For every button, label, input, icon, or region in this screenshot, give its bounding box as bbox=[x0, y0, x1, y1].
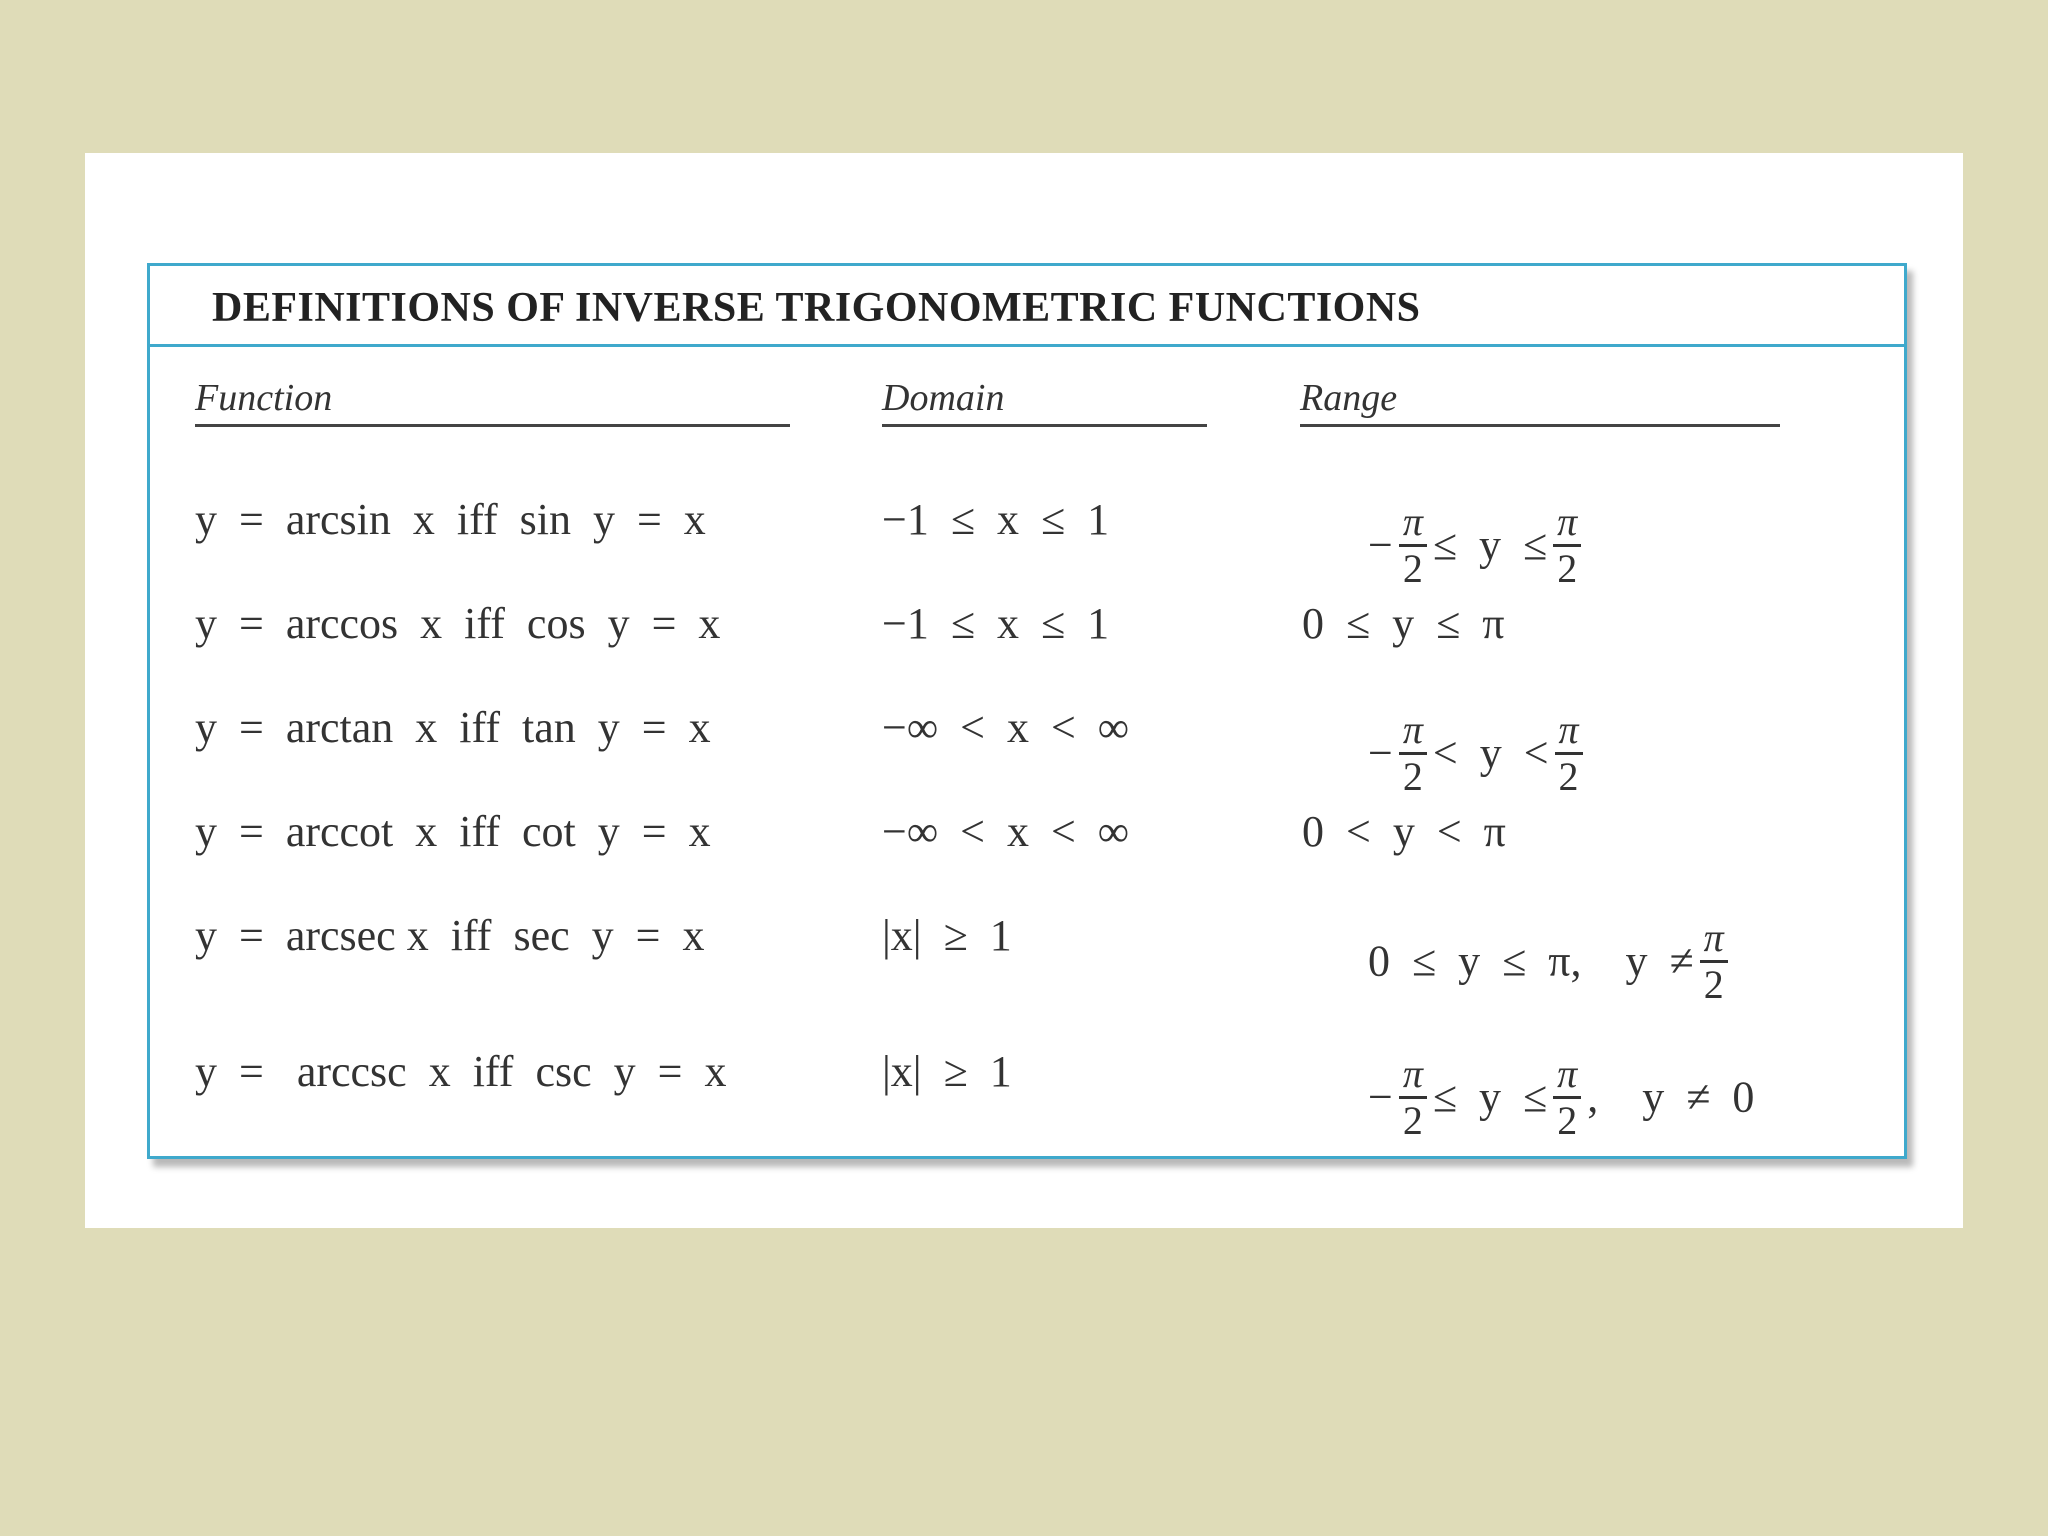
range-prefix: − bbox=[1368, 728, 1393, 778]
fraction-denominator: 2 bbox=[1703, 962, 1724, 1007]
header-range: Range bbox=[1300, 376, 1780, 427]
fraction-denominator: 2 bbox=[1402, 546, 1423, 591]
fraction-pi-over-2 bbox=[1700, 915, 1728, 1007]
fraction-pi-over-2 bbox=[1399, 1051, 1427, 1143]
fraction-denominator: 2 bbox=[1557, 546, 1578, 591]
slide-sheet bbox=[85, 153, 1963, 1228]
row-arccsc-domain: |x| ≥ 1 bbox=[882, 1047, 1012, 1096]
fraction-numerator: π bbox=[1553, 1054, 1581, 1099]
row-arccos-function: y = arccos x iff cos y = x bbox=[195, 599, 721, 648]
row-arccos-domain: −1 ≤ x ≤ 1 bbox=[882, 599, 1110, 648]
box-title: DEFINITIONS OF INVERSE TRIGONOMETRIC FUNCTIONS bbox=[212, 285, 1421, 331]
fraction-pi-over-2 bbox=[1553, 499, 1581, 591]
row-arcsin-domain: −1 ≤ x ≤ 1 bbox=[882, 495, 1110, 544]
range-middle: < y < bbox=[1432, 728, 1549, 778]
range-prefix: − bbox=[1368, 1072, 1393, 1122]
fraction-numerator: π bbox=[1555, 710, 1583, 755]
row-arccsc-function: y = arccsc x iff csc y = x bbox=[195, 1047, 727, 1096]
fraction-pi-over-2 bbox=[1555, 707, 1583, 799]
fraction-numerator: π bbox=[1399, 1054, 1427, 1099]
row-arccot-domain: −∞ < x < ∞ bbox=[882, 807, 1130, 856]
header-function: Function bbox=[195, 376, 790, 427]
fraction-numerator: π bbox=[1700, 918, 1728, 963]
row-arctan-function: y = arctan x iff tan y = x bbox=[195, 703, 711, 752]
row-arccsc-range bbox=[1302, 1014, 1754, 1189]
row-arccos-range: 0 ≤ y ≤ π bbox=[1302, 599, 1505, 648]
fraction-denominator: 2 bbox=[1402, 1098, 1423, 1143]
row-arcsin-function: y = arcsin x iff sin y = x bbox=[195, 495, 706, 544]
fraction-pi-over-2 bbox=[1553, 1051, 1581, 1143]
fraction-denominator: 2 bbox=[1558, 754, 1579, 799]
fraction-pi-over-2 bbox=[1399, 499, 1427, 591]
fraction-denominator: 2 bbox=[1402, 754, 1423, 799]
row-arcsec-domain: |x| ≥ 1 bbox=[882, 911, 1012, 960]
range-prefix: − bbox=[1368, 520, 1393, 570]
range-middle: ≤ y ≤ bbox=[1432, 1072, 1548, 1122]
range-prefix: 0 ≤ y ≤ π, y ≠ bbox=[1368, 936, 1694, 986]
range-suffix: , y ≠ 0 bbox=[1587, 1072, 1755, 1122]
fraction-pi-over-2 bbox=[1399, 707, 1427, 799]
row-arctan-domain: −∞ < x < ∞ bbox=[882, 703, 1130, 752]
fraction-numerator: π bbox=[1553, 502, 1581, 547]
row-arcsec-function: y = arcsec x iff sec y = x bbox=[195, 911, 705, 960]
range-middle: ≤ y ≤ bbox=[1432, 520, 1548, 570]
fraction-numerator: π bbox=[1399, 710, 1427, 755]
row-arccot-function: y = arccot x iff cot y = x bbox=[195, 807, 711, 856]
box-title-bar bbox=[150, 266, 1904, 347]
definitions-box bbox=[147, 263, 1907, 1159]
row-arccot-range: 0 < y < π bbox=[1302, 807, 1506, 856]
fraction-numerator: π bbox=[1399, 502, 1427, 547]
header-domain: Domain bbox=[882, 376, 1207, 427]
fraction-denominator: 2 bbox=[1557, 1098, 1578, 1143]
